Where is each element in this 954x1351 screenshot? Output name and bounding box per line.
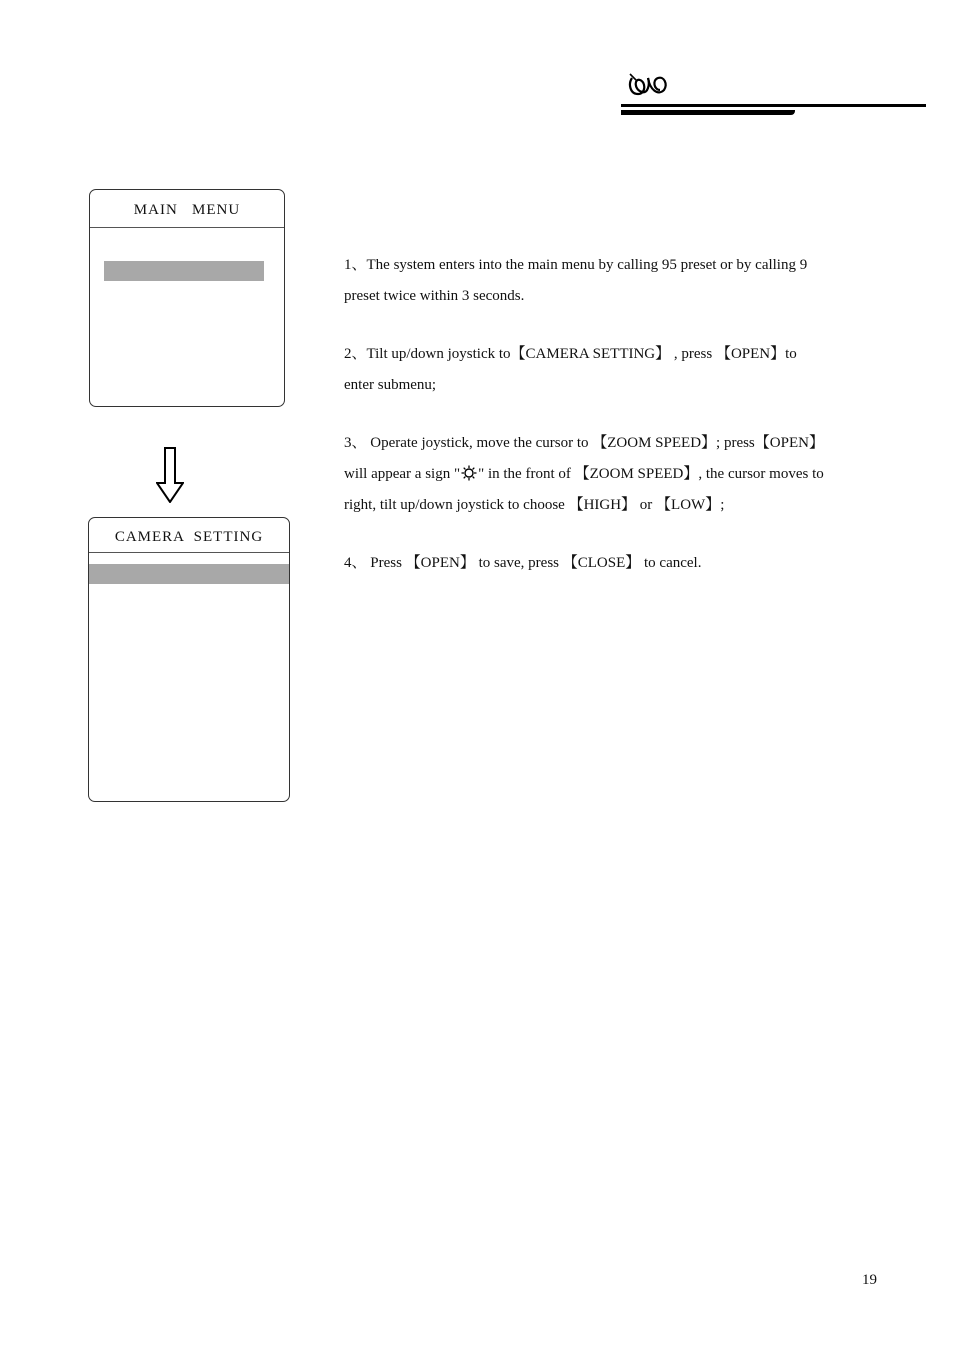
main-menu-divider xyxy=(90,227,284,228)
step-3-line-3: right, tilt up/down joystick to choose 【HIGH】 or 【LOW】; xyxy=(344,497,725,513)
step-3 xyxy=(344,428,904,521)
step-4-line-1: 4、 Press 【OPEN】 to save, press 【CLOSE】 to cancel. xyxy=(344,555,702,571)
step-2 xyxy=(344,339,904,401)
camera-setting-selected-row xyxy=(89,564,289,584)
step-3-line-2 xyxy=(344,459,904,490)
camera-setting-menu-box xyxy=(88,517,290,802)
step-3-line-1: 3、 Operate joystick, move the cursor to 【ZOOM SPEED】; press【OPEN】 xyxy=(344,435,824,451)
step-3-line-2-before: will appear a sign " xyxy=(344,466,461,482)
step-1-line-1: 1、The system enters into the main menu by calling 95 preset or by calling 9 xyxy=(344,257,808,273)
page-number: 19 xyxy=(862,1272,877,1288)
down-arrow-icon xyxy=(156,447,184,503)
instruction-steps xyxy=(344,250,904,606)
step-3-line-2-after: " in the front of 【ZOOM SPEED】, the cursor moves to xyxy=(478,466,824,482)
step-4 xyxy=(344,548,904,579)
main-menu-selected-row xyxy=(104,261,264,281)
header-rule-thin xyxy=(621,104,926,107)
header-rule-thick xyxy=(621,110,795,115)
step-1-line-2: preset twice within 3 seconds. xyxy=(344,288,525,304)
sun-sign-icon xyxy=(461,465,477,481)
step-2-line-2: enter submenu; xyxy=(344,377,437,393)
ornament-logo-icon xyxy=(626,70,670,104)
step-2-line-1: 2、Tilt up/down joystick to【CAMERA SETTING】 , press 【OPEN】to xyxy=(344,346,797,362)
step-1 xyxy=(344,250,904,312)
camera-setting-title: CAMERA SETTING xyxy=(114,529,264,545)
camera-setting-divider xyxy=(89,552,289,553)
main-menu-title: MAIN MENU xyxy=(133,202,241,218)
main-menu-box xyxy=(89,189,285,407)
